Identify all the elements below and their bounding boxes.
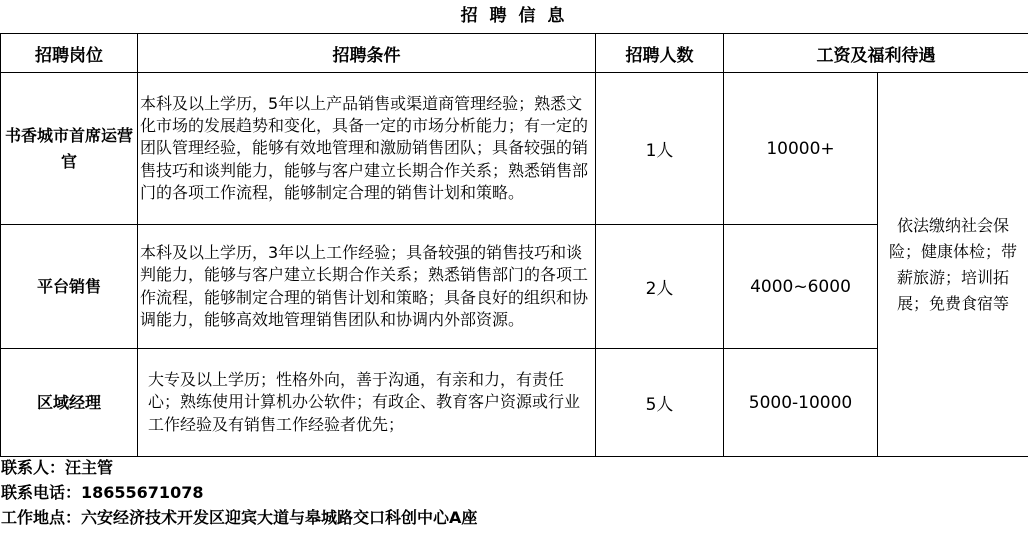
table-row	[1, 73, 1028, 225]
job-position: 平台销售	[1, 225, 138, 349]
header-headcount: 招聘人数	[596, 34, 724, 73]
job-salary: 10000+	[724, 73, 878, 225]
job-headcount: 1人	[596, 73, 724, 225]
job-salary: 5000-10000	[724, 349, 878, 457]
job-salary: 4000~6000	[724, 225, 878, 349]
job-requirements: 本科及以上学历，3年以上工作经验；具备较强的销售技巧和谈判能力，能够与客户建立长期合作关系；熟悉销售部门的各项工作流程，能够制定合理的销售计划和策略；具备良好的组织和协调能力，能够高效地管理销售团队和协调内外部资源。	[138, 225, 596, 349]
table-row	[1, 225, 1028, 349]
job-headcount: 5人	[596, 349, 724, 457]
job-headcount: 2人	[596, 225, 724, 349]
contact-person: 联系人：汪主管	[1, 458, 114, 477]
table-header-row	[1, 34, 1028, 73]
contact-phone: 联系电话：18655671078	[1, 483, 204, 502]
job-requirements: 本科及以上学历，5年以上产品销售或渠道商管理经验；熟悉文化市场的发展趋势和变化，具备一定的市场分析能力；有一定的团队管理经验，能够有效地管理和激励销售团队；具备较强的销售技巧和谈判能力，能够与客户建立长期合作关系；熟悉销售部门的各项工作流程，能够制定合理的销售计划和策略。	[138, 73, 596, 225]
benefits-cell: 依法缴纳社会保险；健康体检；带薪旅游；培训拓展；免费食宿等	[878, 73, 1028, 457]
job-requirements: 大专及以上学历；性格外向，善于沟通，有亲和力，有责任心；熟练使用计算机办公软件；有政企、教育客户资源或行业工作经验及有销售工作经验者优先；	[138, 349, 596, 457]
page-title: 招 聘 信 息	[460, 6, 568, 26]
job-position: 书香城市首席运营官	[1, 73, 138, 225]
table-row	[1, 349, 1028, 457]
header-salary-benefits: 工资及福利待遇	[724, 34, 1028, 73]
header-position: 招聘岗位	[1, 34, 138, 73]
work-address: 工作地点：六安经济技术开发区迎宾大道与皋城路交口科创中心A座	[1, 508, 478, 527]
header-requirements: 招聘条件	[138, 34, 596, 73]
recruitment-table	[0, 33, 1028, 457]
job-position: 区域经理	[1, 349, 138, 457]
